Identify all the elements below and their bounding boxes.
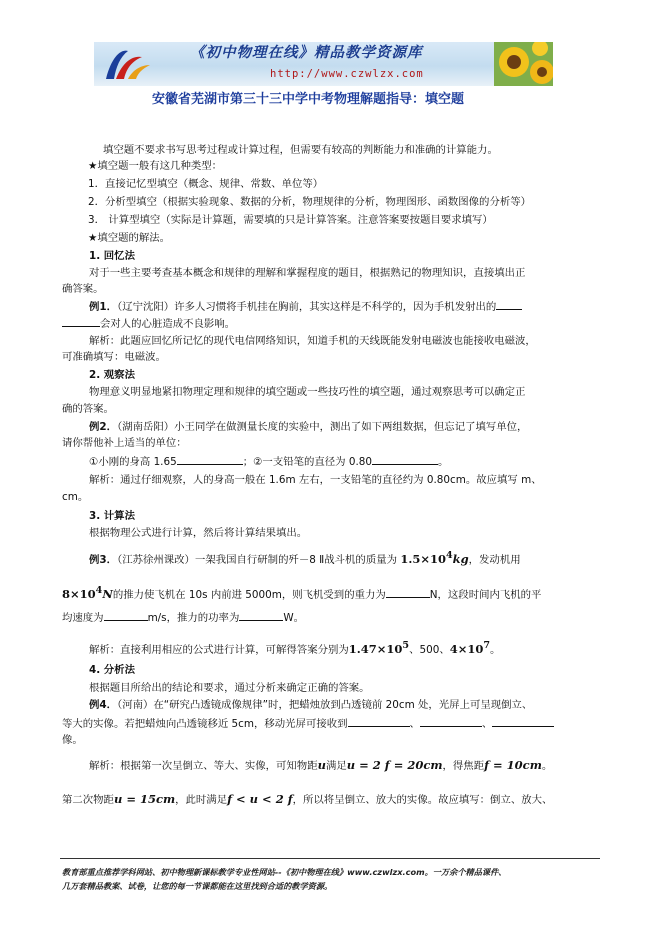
answer-blank [420, 715, 482, 727]
section-3-desc: 根据物理公式进行计算，然后将计算结果填出。 [89, 527, 308, 539]
example-1-text: （辽宁沈阳）许多人习惯将手机挂在胸前，其实这样是不科学的，因为手机发射出的 [117, 301, 497, 313]
example-4-text-2: 等大的实像。若把蜡烛向凸透镜移近 5cm，移动光屏可接收到 [62, 718, 348, 730]
example-3 [89, 548, 521, 568]
solution-4-text-d: 第二次物距 [62, 794, 114, 806]
example-4-text: （河南）在“研究凸透镜成像规律”时，把蜡烛放到凸透镜前 20cm 处，光屏上可呈现倒立、 [117, 699, 533, 711]
punctuation: 、 [409, 718, 420, 730]
section-4-desc: 根据题目所给出的结论和要求，通过分析来确定正确的答案。 [89, 682, 370, 694]
example-4-label: 例4． [89, 699, 118, 711]
item-pencil: ；②一支铅笔的直径为 0.80 [242, 456, 372, 468]
example-1-text-cont: 会对人的心脏造成不良影响。 [100, 318, 236, 330]
formula-object-distance: u = 2 f = 20cm [346, 758, 443, 772]
section-2-desc: 物理意义明显地紧扣物理定理和规律的填空题或一些技巧性的填空题，通过观察思考可以确定正 [89, 386, 526, 398]
footer-divider [60, 858, 600, 859]
example-2-text: （湖南岳阳）小王同学在做测量长度的实验中，测出了如下两组数据，但忘记了填写单位， [117, 421, 528, 433]
intro-text: 填空题不要求书写思考过程或计算过程，但需要有较高的判断能力和准确的计算能力。 [103, 144, 498, 156]
banner-url[interactable]: http://www.czwlzx.com [270, 68, 424, 80]
methods-heading: ★填空题的解法。 [88, 232, 171, 244]
answer-blank [492, 715, 554, 727]
solution-4-text-c: ，得焦距 [442, 760, 485, 772]
example-4 [89, 697, 532, 713]
solution-1: 解析：此题应回忆所记忆的现代电信网络知识，知道手机的天线既能发射电磁波也能接收电磁波， [89, 335, 536, 347]
solution-3 [89, 638, 500, 658]
banner-title: 《初中物理在线》精品教学资源库 [190, 44, 423, 61]
example-3-text-3c: W。 [283, 612, 305, 624]
answer-blank [386, 586, 430, 598]
example-4-cont-2: 像。 [62, 734, 83, 746]
answer-blank [496, 298, 522, 310]
punctuation: 、 [481, 718, 493, 730]
page-title: 安徽省芜湖市第三十三中学中考物理解题指导：填空题 [152, 92, 465, 107]
solution-4-cont [62, 791, 552, 808]
answer-blank [104, 609, 148, 621]
section-2-desc-cont: 确的答案。 [62, 403, 114, 415]
solution-4 [89, 757, 552, 774]
answer-formula-1: $1.47\times 10^5$ [348, 640, 410, 656]
header-banner [94, 42, 553, 86]
example-2-items [89, 453, 448, 470]
solution-2: 解析：通过仔细观察，人的身高一般在 1.6m 左右，一支铅笔的直径约为 0.80cm。故应填写 m、 [89, 474, 542, 486]
solution-4-text-f: ，所以将呈倒立、放大的实像。故应填写：倒立、放大、 [292, 794, 553, 806]
answer-formula-3: $4\times 10^7$ [449, 640, 491, 656]
types-heading: ★填空题一般有这几种类型： [88, 160, 223, 172]
variable-u: u [317, 758, 326, 772]
formula-second-distance: u = 15cm [113, 792, 176, 806]
example-3-text-3: 均速度为 [62, 612, 104, 624]
example-1 [89, 298, 522, 315]
answer-blank [177, 453, 243, 465]
mass-formula: $1.5\times 10^4kg$ [400, 550, 469, 566]
solution-4-text-e: ，此时满足 [175, 794, 228, 806]
formula-focal-length: f = 10cm [484, 758, 542, 772]
footer-line-2: 几万套精品教案、试卷，让您的每一节课都能在这里找到合适的教学资源。 [62, 881, 333, 891]
example-3-cont-2 [62, 609, 304, 626]
formula-inequality: f < u < 2 f [227, 792, 293, 806]
answer-separator: 、500、 [409, 643, 450, 656]
answer-blank [62, 315, 100, 327]
example-4-cont [62, 715, 554, 732]
example-3-label: 例3． [89, 553, 118, 566]
example-3-cont [62, 583, 541, 603]
example-1-label: 例1． [89, 301, 118, 313]
example-3-text-2b: N，这段时间内飞机的平 [429, 588, 542, 601]
example-3-text-3b: m/s，推力的功率为 [147, 612, 240, 624]
answer-blank [372, 453, 438, 465]
type-item-2: 2．分析型填空（根据实验现象、数据的分析，物理规律的分析，物理图形、函数图像的分析等） [88, 196, 532, 208]
solution-2-cont: cm。 [62, 491, 89, 503]
item-height: ①小刚的身高 1.65 [89, 456, 177, 468]
example-3-text-2: 的推力使飞机在 10s 内前进 5000m，则飞机受到的重力为 [112, 588, 386, 601]
sunflower-icon [494, 42, 553, 86]
section-1-desc-cont: 确答案。 [62, 283, 104, 295]
force-formula: $8\times 10^4N$ [62, 585, 113, 601]
section-1-desc: 对于一些主要考查基本概念和规律的理解和掌握程度的题目，根据熟记的物理知识，直接填出正 [89, 267, 526, 279]
punctuation: 。 [438, 456, 449, 468]
section-1-heading: 1. 回忆法 [89, 250, 135, 262]
punctuation: 。 [541, 760, 553, 772]
example-1-cont [62, 315, 235, 332]
example-2-label: 例2． [89, 421, 118, 433]
solution-4-text-b: 满足 [325, 760, 347, 772]
answer-blank [239, 609, 283, 621]
type-item-3: 3． 计算型填空（实际是计算题，需要填的只是计算答案。注意答案要按题目要求填写） [88, 214, 493, 226]
type-item-1: 1．直接记忆型填空（概念、规律、常数、单位等） [88, 178, 324, 190]
site-logo-icon [98, 45, 158, 85]
solution-4-text: 解析：根据第一次呈倒立、等大、实像，可知物距 [89, 760, 318, 772]
punctuation: 。 [490, 643, 501, 656]
answer-blank [348, 715, 410, 727]
example-2 [89, 419, 527, 435]
section-2-heading: 2. 观察法 [89, 369, 135, 381]
section-4-heading: 4. 分析法 [89, 664, 135, 676]
example-2-cont: 请你帮他补上适当的单位： [62, 437, 187, 449]
solution-1-cont: 可准确填写：电磁波。 [62, 351, 166, 363]
footer-line-1: 教育部重点推荐学科网站、初中物理新课标教学专业性网站--《初中物理在线》www.czwlzx.com。一万余个精品课件、 [62, 867, 507, 877]
solution-3-text: 解析：直接利用相应的公式进行计算，可解得答案分别为 [89, 643, 349, 656]
example-3-text: （江苏徐州课改）一架我国自行研制的歼－8 Ⅱ战斗机的质量为 [117, 553, 397, 566]
example-3-text-b: ，发动机用 [468, 553, 521, 566]
section-3-heading: 3. 计算法 [89, 510, 135, 522]
